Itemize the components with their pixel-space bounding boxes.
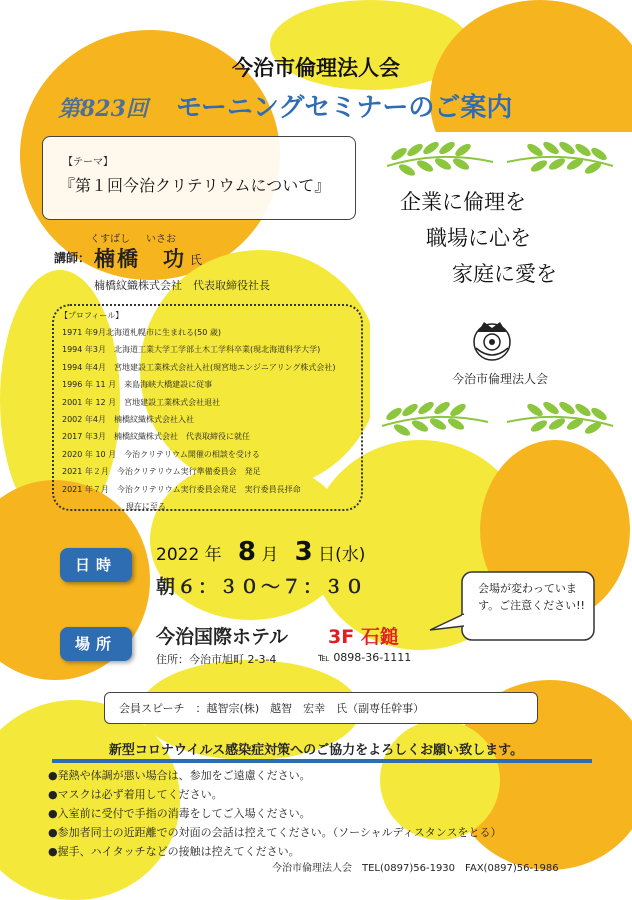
slogan-line: 企業に倫理を: [400, 190, 526, 214]
profile-label: 【プロフィール】: [60, 311, 124, 320]
lecturer-ruby-family: くすばし: [90, 234, 130, 245]
venue-address: 住所：今治市旭町 2-3-4: [156, 653, 277, 666]
covid-item: ●入室前に受付で手指の消毒をしてご入場ください。: [48, 807, 311, 820]
covid-item: ●握手、ハイタッチなどの接触は控えてください。: [48, 845, 300, 858]
profile-item: 2021 年２月 今治クリテリウム実行準備委員会 発足: [62, 467, 261, 477]
profile-item: 2001 年 12 月 宮地建設工業株式会社退社: [62, 397, 221, 407]
covid-item: ●参加者同士の近距離での対面の会話は控えてください。（ソーシャルディスタンスをとる）: [48, 826, 502, 839]
profile-item: 2002 年4月 楠橋紋織株式会社入社: [62, 415, 194, 425]
member-speech-box: [104, 692, 538, 724]
place-label-badge: 場所: [60, 627, 132, 661]
event-time: 朝６：３０～７：３０: [156, 576, 367, 598]
profile-item: 1994 年4月 宮地建設工業株式会社入社(現宮地エンジニアリング株式会社): [62, 362, 336, 372]
profile-item: 2021 年７月 今治クリテリウム実行委員会発足 実行委員長拝命: [62, 484, 301, 494]
seminar-title-row: [58, 87, 512, 124]
slogan-line: 職場に心を: [426, 226, 531, 250]
theme-box: [42, 136, 356, 220]
event-date: [156, 537, 365, 567]
venue-name: 今治国際ホテル: [156, 626, 289, 648]
event-day-unit: 日(水): [318, 545, 366, 565]
seminar-title: モーニングセミナーのご案内: [175, 93, 513, 123]
leaf-branch-icon: [505, 400, 615, 436]
profile-item: 1996 年 11 月 来島海峡大橋建設に従事: [62, 380, 213, 390]
lecturer-ruby-given: いさお: [146, 234, 176, 245]
profile-item: 2017 年3月 楠橋紋織株式会社 代表取締役に就任: [62, 432, 250, 442]
venue-phone: ℡ 0898-36-1111: [318, 651, 412, 664]
member-speech-text: 会員スピーチ ：越智宗(株) 越智 宏幸 氏（副専任幹事）: [119, 702, 425, 715]
profile-item: 1971 年9月北海道札幌市に生まれる(50 歳): [62, 328, 221, 337]
divider: [52, 759, 592, 763]
leaf-branch-icon: [385, 140, 495, 176]
venue-room: 3F 石鎚: [328, 626, 399, 648]
theme-label: 【テーマ】: [63, 157, 113, 168]
covid-list: [48, 766, 501, 861]
event-month-unit: 月: [261, 545, 279, 565]
lecturer-company: 楠橋紋織株式会社 代表取締役社長: [94, 279, 270, 292]
covid-item: ●発熱や体調が悪い場合は、参加をご遠慮ください。: [48, 769, 311, 782]
date-label-badge: 日時: [60, 548, 132, 582]
covid-item: ●マスクは必ず着用してください。: [48, 788, 223, 801]
leaf-branch-icon: [380, 400, 490, 436]
lecturer-name: 楠橋 功: [94, 247, 186, 271]
slogan-line: 家庭に愛を: [452, 262, 557, 286]
lecturer-label: 講師：: [54, 251, 91, 265]
profile-item: 現在に至る: [62, 502, 166, 512]
organization-title: 今治市倫理法人会: [232, 56, 400, 80]
profile-list: [62, 324, 336, 515]
event-day: 3: [294, 537, 313, 567]
profile-box: [52, 304, 363, 511]
lecturer-honorific: 氏: [190, 253, 203, 267]
profile-item: 1994 年3月 北海道工業大学工学部土木工学科卒業(現北海道科学大学): [62, 345, 321, 355]
notice-text: 会場が変わっています。ご注意ください!!: [478, 582, 585, 612]
event-year: 2022 年: [156, 545, 222, 565]
event-month: 8: [237, 537, 256, 567]
leaf-branch-icon: [505, 140, 615, 176]
session-number: 第823回: [58, 96, 148, 122]
footer-contact: 今治市倫理法人会 TEL(0897)56-1930 FAX(0897)56-1986: [272, 863, 559, 874]
profile-item: 2020 年 10 月 今治クリテリウム開催の相談を受ける: [62, 449, 260, 459]
organization-emblem-icon: [470, 318, 514, 362]
covid-title: 新型コロナウイルス感染症対策へのご協力をよろしくお願い致します。: [108, 743, 524, 758]
emblem-caption: 今治市倫理法人会: [452, 372, 549, 386]
theme-text: 『第１回今治クリテリウムについて』: [59, 176, 331, 195]
